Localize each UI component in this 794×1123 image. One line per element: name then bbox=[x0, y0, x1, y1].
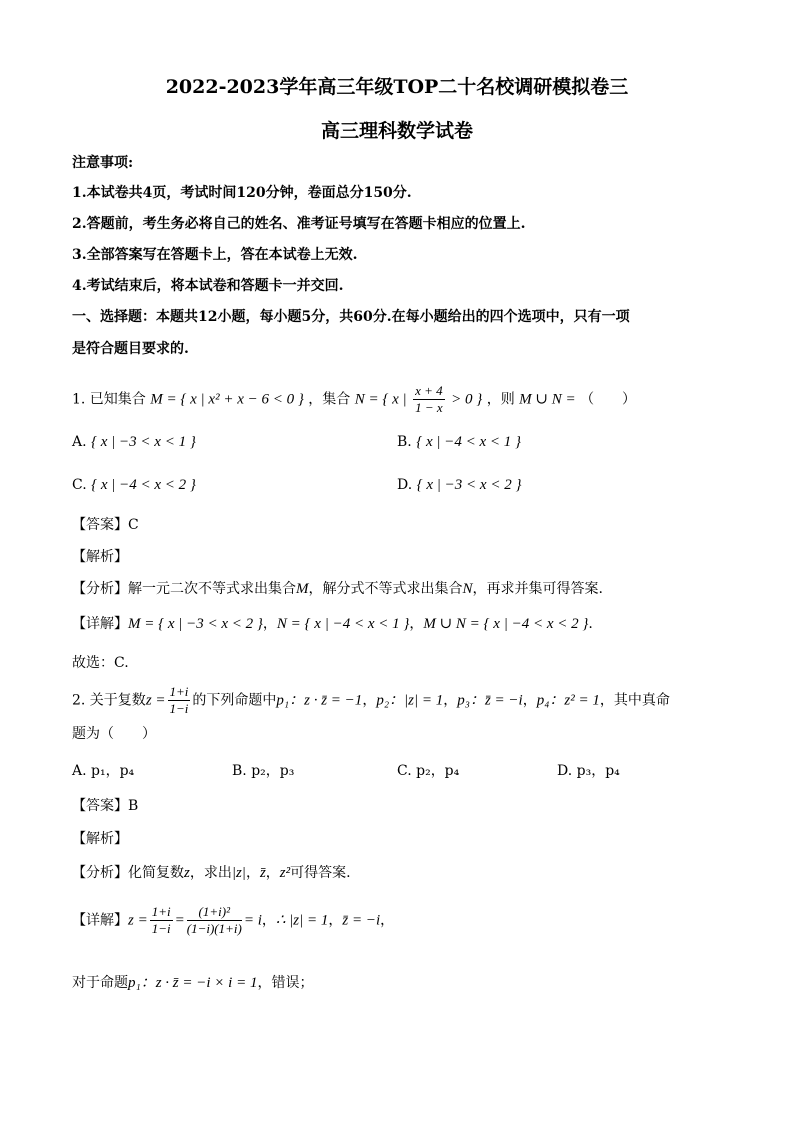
q2-sep: ， bbox=[443, 692, 458, 709]
q1-answer: 【答案】C bbox=[72, 517, 139, 533]
q2-detail-bar: z̄ = −i bbox=[342, 912, 381, 929]
q1-fenxi-text-b: ，解分式不等式求出集合 bbox=[308, 581, 463, 597]
q1-n-denominator: 1 − x bbox=[415, 400, 443, 415]
q1-ask: ，则 bbox=[486, 391, 515, 408]
q2-detail-sep: ， bbox=[261, 912, 276, 929]
q2-z-denominator: 1−i bbox=[169, 701, 189, 716]
q2-fenxi bbox=[72, 862, 351, 882]
q1-option-b-set: { x | −4 < x < 1 } bbox=[416, 434, 522, 450]
section-heading-line2: 是符合题目要求的. bbox=[72, 341, 189, 357]
q2-sep: ， bbox=[522, 692, 537, 709]
q2-option-d: D. p₃，p₄ bbox=[557, 763, 620, 779]
q1-detail-label: 【详解】 bbox=[72, 616, 128, 632]
q2-mid: 的下列命题中 bbox=[192, 692, 277, 709]
question-1 bbox=[72, 383, 636, 416]
q2-fenxi-bar: z̄ bbox=[259, 865, 266, 881]
q1-option-a-label: A. bbox=[72, 434, 87, 450]
q2-tail: ，其中真命 bbox=[599, 692, 670, 709]
q2-detail-label: 【详解】 bbox=[72, 912, 128, 929]
q2-fenxi-sep: ， bbox=[265, 865, 280, 881]
q1-detail-n: N = { x | −4 < x < 1 } bbox=[276, 616, 410, 632]
notice-heading: 注意事项: bbox=[72, 155, 134, 171]
q2-sep: ， bbox=[362, 692, 377, 709]
q2-detail-den1: 1−i bbox=[151, 921, 171, 936]
q1-detail-union: M ∪ N = { x | −4 < x < 2 } bbox=[423, 616, 589, 632]
q1-option-a bbox=[72, 434, 196, 451]
q2-check-p: p₁ bbox=[128, 975, 141, 991]
q2-check-p1 bbox=[72, 971, 313, 992]
q1-fenxi bbox=[72, 578, 603, 598]
q1-set-n-lhs: N = { x | bbox=[354, 391, 407, 408]
q2-detail-abs: ∴ |z| = 1 bbox=[275, 912, 329, 929]
q2-answer: 【答案】B bbox=[72, 798, 139, 814]
q1-detail bbox=[72, 613, 593, 633]
q2-prefix: 2. 关于复数 bbox=[72, 692, 146, 709]
q2-fenxi-abs: |z| bbox=[231, 865, 246, 881]
q1-option-b-label: B. bbox=[397, 434, 412, 450]
notice-item-4: 4.考试结束后，将本试卷和答题卡一并交回. bbox=[72, 278, 344, 294]
q1-fenxi-text-c: ，再求并集可得答案. bbox=[472, 581, 603, 597]
q2-check-text-c: ，错误； bbox=[257, 975, 314, 991]
q1-detail-m: M = { x | −3 < x < 2 } bbox=[128, 616, 263, 632]
q1-option-c-label: C. bbox=[72, 477, 87, 493]
q2-check-expr: ：z · z̄ = −i × i = 1 bbox=[140, 975, 258, 991]
q2-analysis-label: 【解析】 bbox=[72, 831, 128, 847]
q2-line2: 题为（ ） bbox=[72, 726, 156, 742]
q1-detail-sep: ， bbox=[409, 616, 424, 632]
q1-option-c-set: { x | −4 < x < 2 } bbox=[91, 477, 196, 493]
q1-choose: 故选：C. bbox=[72, 655, 129, 671]
q2-detail-frac1 bbox=[150, 904, 173, 937]
q1-set-n-fraction bbox=[413, 383, 445, 416]
q1-fenxi-m: M bbox=[296, 581, 309, 597]
q1-detail-end: . bbox=[588, 616, 593, 632]
q1-mid: ，集合 bbox=[308, 391, 351, 408]
q2-p1: p₁：z · z̄ = −1 bbox=[276, 692, 363, 709]
q2-detail-num1: 1+i bbox=[151, 904, 171, 919]
q2-detail-end: ， bbox=[380, 912, 395, 929]
q2-z-fraction bbox=[168, 684, 191, 717]
q2-fenxi-text-b: ，求出 bbox=[189, 865, 232, 881]
q2-fenxi-sq: z² bbox=[279, 865, 291, 881]
q2-option-c: C. p₂，p₄ bbox=[397, 763, 460, 779]
q2-fenxi-sep: ， bbox=[245, 865, 260, 881]
notice-item-2: 2.答题前，考生务必将自己的姓名、准考证号填写在答题卡相应的位置上. bbox=[72, 216, 526, 232]
q2-detail-sep: ， bbox=[328, 912, 343, 929]
q2-check-text-a: 对于命题 bbox=[72, 975, 128, 991]
q1-option-c bbox=[72, 477, 196, 494]
q1-option-b bbox=[397, 434, 521, 451]
q2-detail-frac2 bbox=[187, 904, 242, 937]
q2-detail-result: = i bbox=[243, 912, 262, 929]
notice-item-3: 3.全部答案写在答题卡上，答在本试卷上无效. bbox=[72, 247, 358, 263]
q1-analysis-label: 【解析】 bbox=[72, 549, 128, 565]
q2-detail-num2: (1+i)² bbox=[187, 904, 242, 921]
q2-p2: p₂：|z| = 1 bbox=[376, 692, 444, 709]
q1-fenxi-text-a: 【分析】解一元二次不等式求出集合 bbox=[72, 581, 296, 597]
q2-detail bbox=[72, 904, 394, 937]
q2-p4: p₄：z² = 1 bbox=[536, 692, 600, 709]
q2-z-eq: z = bbox=[145, 692, 166, 709]
q1-n-numerator: x + 4 bbox=[415, 383, 443, 398]
q1-fenxi-n: N bbox=[462, 581, 473, 597]
q1-option-a-set: { x | −3 < x < 1 } bbox=[91, 434, 196, 450]
q2-fenxi-text-c: 可得答案. bbox=[290, 865, 351, 881]
notice-item-1: 1.本试卷共4页，考试时间120分钟，卷面总分150分. bbox=[72, 185, 412, 201]
q2-z-numerator: 1+i bbox=[169, 684, 189, 699]
q2-detail-den2: (1−i)(1+i) bbox=[186, 921, 242, 936]
q1-detail-sep: ， bbox=[262, 616, 277, 632]
q1-union: M ∪ N = bbox=[519, 391, 576, 408]
q2-detail-z: z = bbox=[128, 912, 148, 929]
question-2 bbox=[72, 684, 670, 717]
exam-subtitle: 高三理科数学试卷 bbox=[320, 120, 473, 142]
q1-set-n-rhs: > 0 } bbox=[451, 391, 483, 408]
q1-option-d-label: D. bbox=[397, 477, 413, 493]
q1-paren: （ ） bbox=[580, 391, 637, 408]
q1-prefix: 1. 已知集合 bbox=[72, 391, 146, 408]
q2-p3: p₃：z̄ = −i bbox=[457, 692, 523, 709]
q1-option-d-set: { x | −3 < x < 2 } bbox=[416, 477, 522, 493]
q1-option-d bbox=[397, 477, 521, 494]
q2-option-b: B. p₂，p₃ bbox=[232, 763, 295, 779]
exam-title: 2022-2023学年高三年级TOP二十名校调研模拟卷三 bbox=[165, 76, 629, 98]
section-heading-line1: 一、选择题：本题共12小题，每小题5分，共60分.在每小题给出的四个选项中，只有一项 bbox=[72, 309, 630, 325]
q1-set-m: M = { x | x² + x − 6 < 0 } bbox=[150, 391, 304, 408]
q2-detail-eq: = bbox=[174, 912, 185, 929]
q2-fenxi-text-a: 【分析】化简复数 bbox=[72, 865, 184, 881]
q2-option-a: A. p₁，p₄ bbox=[72, 763, 135, 779]
q2-fenxi-z: z bbox=[184, 865, 190, 881]
